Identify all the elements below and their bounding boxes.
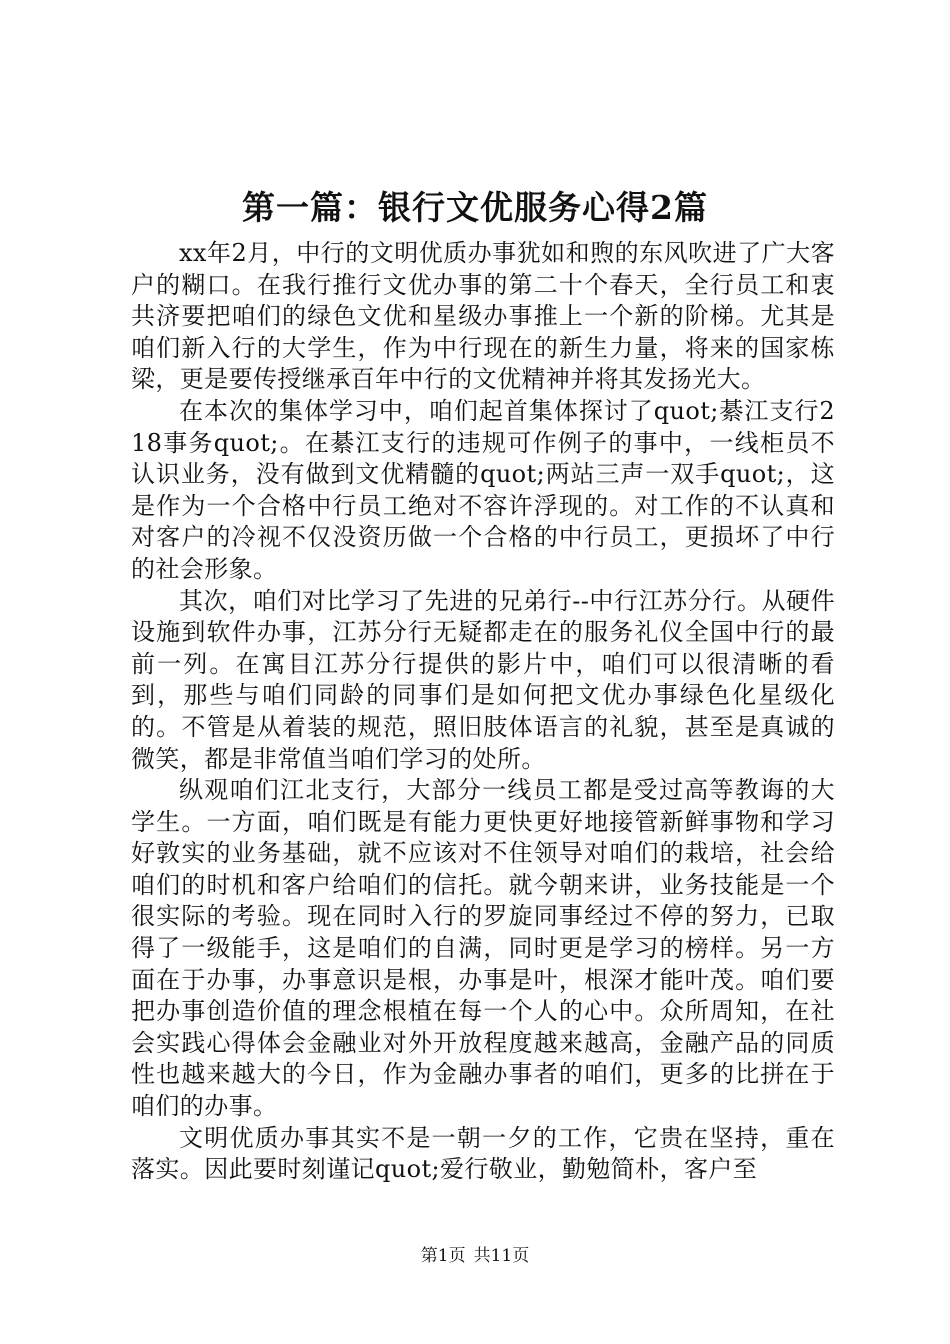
- paragraph: 其次，咱们对比学习了先进的兄弟行--中行江苏分行。从硬件设施到软件办事，江苏分行无疑都走在的服务礼仪全国中行的最前一列。在寓目江苏分行提供的影片中，咱们可以很清晰的看到，那些与咱们同龄的同事们是如何把文优办事绿色化星级化的。不管是从着装的规范，照旧肢体语言的礼貌，甚至是真诚的微笑，都是非常值当咱们学习的处所。: [131, 586, 835, 773]
- page-total: 共11页: [473, 1246, 530, 1266]
- document-title: 第一篇：银行文优服务心得2篇: [242, 188, 708, 227]
- page-number: 第1页: [420, 1246, 466, 1266]
- paragraph: 在本次的集体学习中，咱们起首集体探讨了quot;綦江支行218事务quot;。在綦江支行的违规可作例子的事中，一线柜员不认识业务，没有做到文优精髓的quot;两站三声一双手quot;，这是作为一个合格中行员工绝对不容许浮现的。对工作的不认真和对客户的冷视不仅没资历做一个合格的中行员工，更损坏了中行的社会形象。: [131, 396, 835, 583]
- document-body: [131, 238, 835, 1186]
- page-footer: [0, 1244, 950, 1268]
- paragraph: 文明优质办事其实不是一朝一夕的工作，它贵在坚持，重在落实。因此要时刻谨记quot;爱行敬业，勤勉简朴，客户至: [131, 1123, 835, 1184]
- paragraph: xx年2月，中行的文明优质办事犹如和煦的东风吹进了广大客户的糊口。在我行推行文优办事的第二十个春天，全行员工和衷共济要把咱们的绿色文优和星级办事推上一个新的阶梯。尤其是咱们新入行的大学生，作为中行现在的新生力量，将来的国家栋梁，更是要传授继承百年中行的文优精神并将其发扬光大。: [131, 239, 835, 394]
- paragraph: 纵观咱们江北支行，大部分一线员工都是受过高等教诲的大学生。一方面，咱们既是有能力更快更好地接管新鲜事物和学习好敦实的业务基础，就不应该对不住领导对咱们的栽培，社会给咱们的时机和客户给咱们的信托。就今朝来讲，业务技能是一个很实际的考验。现在同时入行的罗旋同事经过不停的努力，已取得了一级能手，这是咱们的自满，同时更是学习的榜样。另一方面在于办事，办事意识是根，办事是叶，根深才能叶茂。咱们要把办事创造价值的理念根植在每一个人的心中。众所周知，在社会实践心得体会金融业对外开放程度越来越高，金融产品的同质性也越来越大的今日，作为金融办事者的咱们，更多的比拼在于咱们的办事。: [131, 776, 835, 1121]
